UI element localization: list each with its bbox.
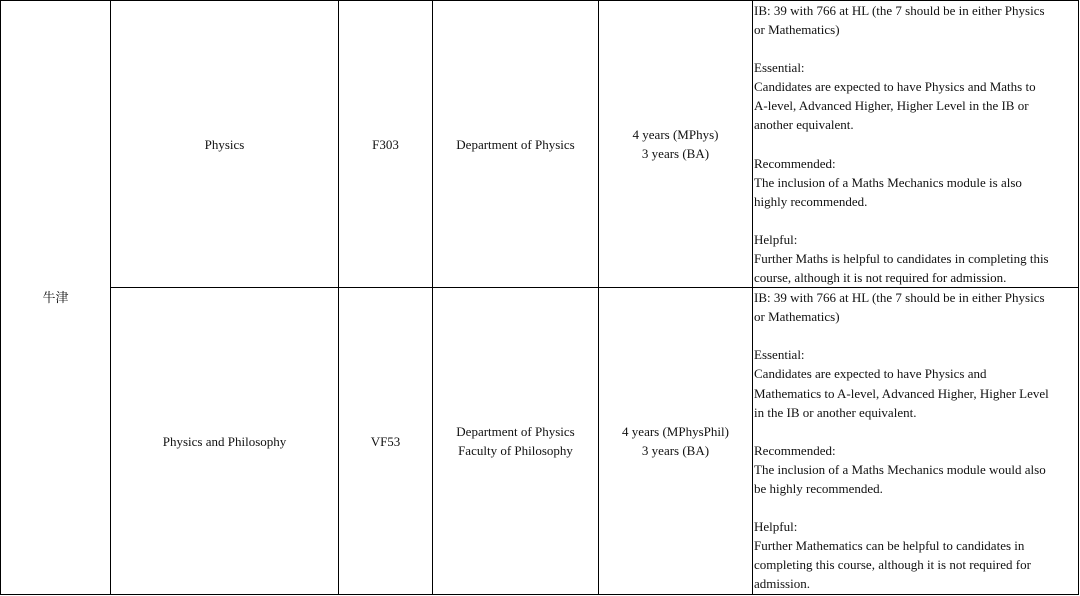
- course-name: Physics: [204, 136, 245, 152]
- essential-line: A-level, Advanced Higher, Higher Level in the IB or: [754, 98, 1029, 114]
- department-cell: [433, 1, 599, 288]
- course-code-cell: [339, 288, 433, 595]
- ib-requirement-line: or Mathematics): [754, 22, 840, 38]
- essential-line: Candidates are expected to have Physics and Maths to: [754, 79, 1036, 95]
- duration-cell: [599, 288, 753, 595]
- duration-line: 4 years (MPhys): [632, 127, 719, 143]
- ib-requirement-line: IB: 39 with 766 at HL (the 7 should be in either Physics: [754, 3, 1045, 18]
- helpful-line: completing this course, although it is not required for: [754, 557, 1031, 573]
- duration-line: 4 years (MPhysPhil): [622, 424, 729, 440]
- ib-requirement-line: or Mathematics): [754, 309, 840, 325]
- helpful-line: Further Mathematics can be helpful to candidates in: [754, 538, 1025, 554]
- helpful-heading: Helpful:: [754, 231, 798, 247]
- table-row: [1, 1, 1079, 288]
- course-code-cell: [339, 1, 433, 288]
- recommended-line: highly recommended.: [754, 193, 868, 209]
- essential-line: in the IB or another equivalent.: [754, 404, 917, 420]
- duration-line: 3 years (BA): [641, 146, 710, 162]
- essential-heading: Essential:: [754, 347, 805, 363]
- course-code: VF53: [370, 433, 401, 449]
- department-cell: [433, 288, 599, 595]
- department-line: Department of Physics: [456, 136, 575, 152]
- requirements-cell: [753, 1, 1079, 288]
- ib-requirement-line: IB: 39 with 766 at HL (the 7 should be in either Physics: [754, 290, 1045, 306]
- course-name: Physics and Philosophy: [162, 433, 287, 449]
- duration-cell: [599, 1, 753, 288]
- department-line: Faculty of Philosophy: [458, 443, 573, 459]
- department-line: Department of Physics: [456, 424, 575, 440]
- helpful-line: admission.: [754, 576, 810, 592]
- recommended-line: The inclusion of a Maths Mechanics module is also: [754, 174, 1022, 190]
- helpful-line: Further Maths is helpful to candidates in completing this: [754, 250, 1049, 266]
- course-code: F303: [372, 136, 399, 152]
- essential-heading: Essential:: [754, 60, 805, 76]
- duration-line: 3 years (BA): [641, 443, 710, 459]
- helpful-heading: Helpful:: [754, 518, 798, 534]
- table-row: [1, 288, 1079, 595]
- recommended-line: The inclusion of a Maths Mechanics module would also: [754, 461, 1046, 477]
- university-cell: [1, 1, 111, 595]
- course-name-cell: [111, 288, 339, 595]
- helpful-line: course, although it is not required for admission.: [754, 270, 1007, 286]
- course-name-cell: [111, 1, 339, 288]
- essential-line: Candidates are expected to have Physics and: [754, 366, 987, 382]
- university-name: 牛津: [42, 290, 69, 306]
- essential-line: another equivalent.: [754, 117, 854, 133]
- recommended-heading: Recommended:: [754, 442, 836, 458]
- requirements-cell: [753, 288, 1079, 595]
- recommended-heading: Recommended:: [754, 155, 836, 171]
- recommended-line: be highly recommended.: [754, 480, 883, 496]
- essential-line: Mathematics to A-level, Advanced Higher, Higher Level: [754, 385, 1049, 401]
